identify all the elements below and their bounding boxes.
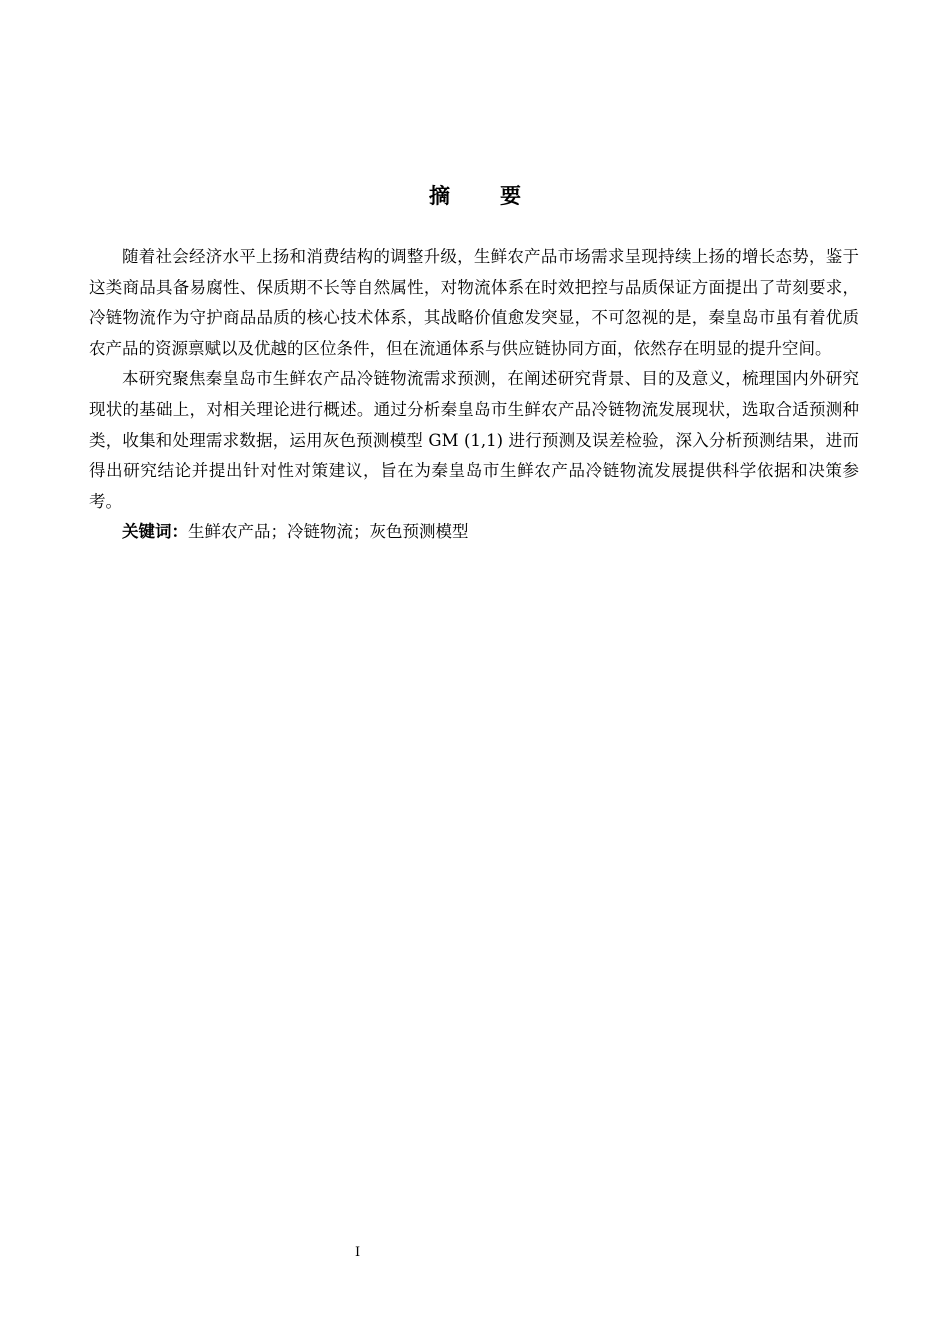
page-number: I (355, 1245, 361, 1260)
keywords-text: 生鲜农产品；冷链物流；灰色预测模型 (188, 522, 469, 542)
abstract-body (89, 242, 859, 548)
title-char-1: 摘 (429, 184, 450, 208)
abstract-paragraph-1: 随着社会经济水平上扬和消费结构的调整升级，生鲜农产品市场需求呈现持续上扬的增长态势，鉴于这类商品具备易腐性、保质期不长等自然属性，对物流体系在时效把控与品质保证方面提出了苛刻要求，冷链物流作为守护商品品质的核心技术体系，其战略价值愈发突显，不可忽视的是，秦皇岛市虽有着优质农产品的资源禀赋以及优越的区位条件，但在流通体系与供应链协同方面，依然存在明显的提升空间。 (89, 247, 859, 358)
keywords-line (89, 517, 859, 548)
abstract-paragraph-2: 本研究聚焦秦皇岛市生鲜农产品冷链物流需求预测，在阐述研究背景、目的及意义，梳理国内外研究现状的基础上，对相关理论进行概述。通过分析秦皇岛市生鲜农产品冷链物流发展现状，选取合适预测种类，收集和处理需求数据，运用灰色预测模型 GM (1,1) 进行预测及误差检验，深入分析预测结果，进而得出研究结论并提出针对性对策建议，旨在为秦皇岛市生鲜农产品冷链物流发展提供科学依据和决策参考。 (89, 369, 859, 511)
keywords-label: 关键词： (122, 522, 188, 542)
title-char-2: 要 (500, 184, 521, 208)
page-title (0, 180, 950, 210)
